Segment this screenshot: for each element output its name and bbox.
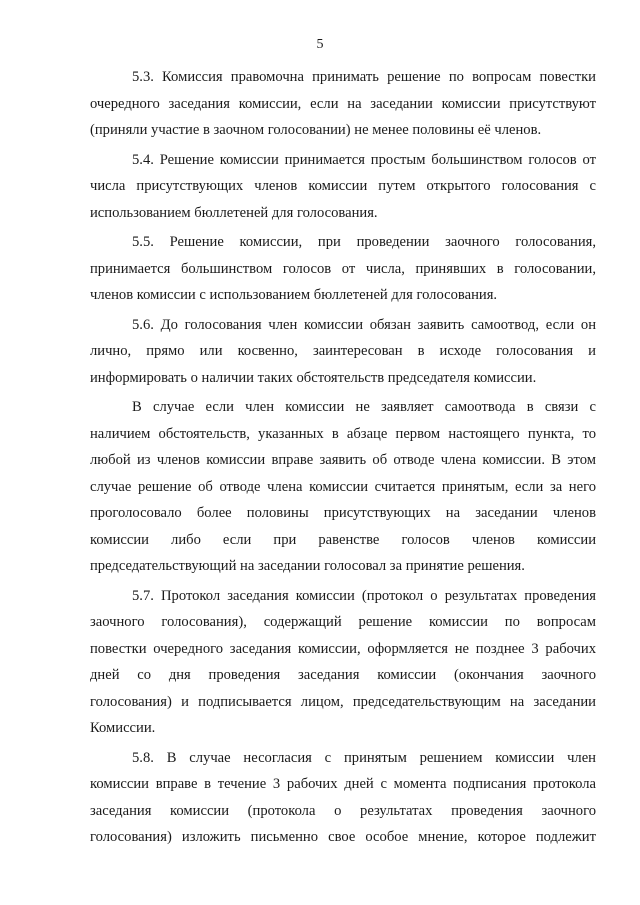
text-line: использованием бюллетеней для голосования. — [90, 204, 378, 221]
text-line: дней со дня проведения заседания комиссии (окончания заочного — [90, 667, 596, 683]
document-body — [90, 64, 596, 854]
text-line: информировать о наличии таких обстоятельств председателя комиссии. — [90, 369, 537, 386]
text-line: 5.8. В случае несогласия с принятым решением комиссии член — [132, 749, 596, 766]
text-line: 5.7. Протокол заседания комиссии (протокол о результатах проведения — [132, 587, 596, 604]
paragraph — [90, 64, 596, 144]
text-line: заседания комиссии (протокола о результатах проведения заочного — [90, 802, 596, 819]
paragraph — [90, 312, 596, 392]
paragraph — [90, 147, 596, 227]
text-line: (приняли участие в заочном голосовании) не менее половины её членов. — [90, 122, 542, 138]
text-line: 5.4. Решение комиссии принимается простым большинством голосов от — [132, 151, 596, 168]
text-line: В случае если член комиссии не заявляет самоотвода в связи с — [132, 399, 596, 415]
text-line: комиссии либо если при равенстве голосов членов комиссии — [90, 531, 596, 548]
text-line: лично, прямо или косвенно, заинтересован в исходе голосования и — [90, 343, 596, 359]
text-line: принимается большинством голосов от числа, принявших в голосовании, — [90, 260, 596, 277]
text-line: проголосовало более половины присутствующих на заседании членов — [90, 505, 596, 521]
text-line: членов комиссии с использованием бюллетеней для голосования. — [90, 287, 498, 303]
paragraph — [90, 745, 596, 851]
text-line: заочного голосования), содержащий решение комиссии по вопросам — [90, 614, 596, 630]
text-line: повестки очередного заседания комиссии, оформляется не позднее 3 рабочих — [90, 640, 596, 657]
text-line: голосования) и подписывается лицом, председательствующим на заседании — [90, 693, 596, 710]
text-line: любой из членов комиссии вправе заявить об отводе члена комиссии. В этом — [90, 452, 596, 468]
text-line: очередного заседания комиссии, если на заседании комиссии присутствуют — [90, 95, 596, 112]
text-line: 5.5. Решение комиссии, при проведении заочного голосования, — [132, 234, 596, 250]
text-line: Комиссии. — [90, 720, 156, 736]
text-line: 5.6. До голосования член комиссии обязан заявить самоотвод, если он — [132, 316, 596, 333]
text-line: председательствующий на заседании голосовал за принятие решения. — [90, 558, 525, 574]
text-line: числа присутствующих членов комиссии путем открытого голосования с — [90, 178, 596, 194]
text-line: 5.3. Комиссия правомочна принимать решение по вопросам повестки — [132, 69, 596, 85]
text-line: комиссии вправе в течение 3 рабочих дней с момента подписания протокола — [90, 776, 596, 792]
text-line: случае решение об отводе члена комиссии считается принятым, если за него — [90, 478, 596, 495]
text-line: наличием обстоятельств, указанных в абзаце первом настоящего пункта, то — [90, 425, 596, 442]
paragraph — [90, 583, 596, 742]
text-line: голосования) изложить письменно свое особое мнение, которое подлежит — [90, 829, 596, 845]
page-number: 5 — [316, 37, 324, 52]
paragraph — [90, 229, 596, 309]
paragraph — [90, 394, 596, 580]
